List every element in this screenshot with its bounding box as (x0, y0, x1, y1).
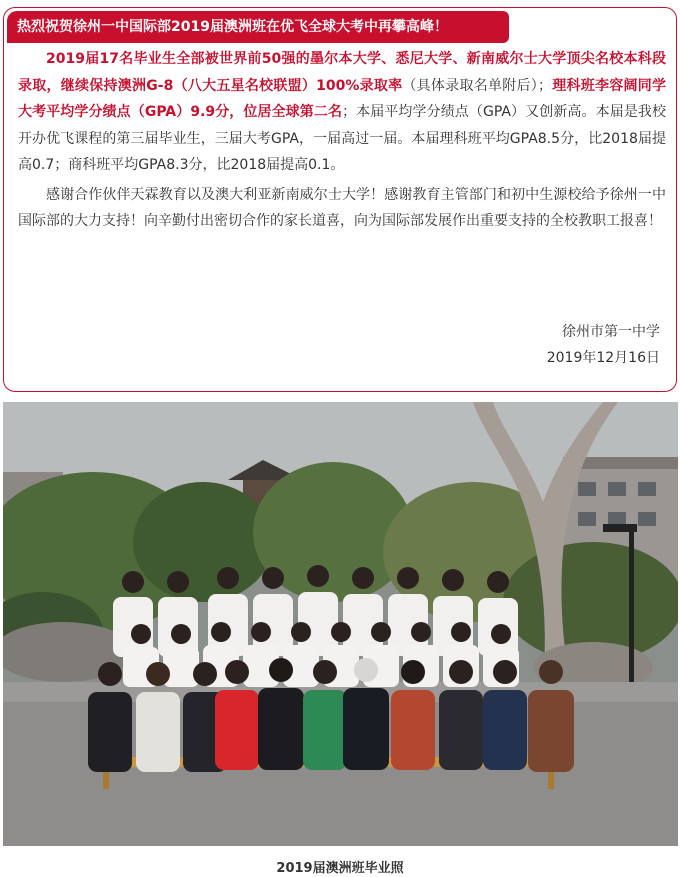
text-gpa-summary: ；本届平均学分绩点（GPA）又创新高。本届是我校开办优飞课程的第三届毕业生，三届大考GPA，一届高过一届。本届理科班平均GPA8.5分，比2018届提高0.7；商科班平均GPA8.3分，比2018届提高0.1。 (18, 104, 666, 173)
signature-block (547, 319, 660, 371)
students-back-row (113, 565, 518, 657)
highlight-top-student: 理科班李容阔同学大考平均学分绩点（GPA）9.9分，位居全球第二名 (18, 77, 667, 120)
notice-content (18, 46, 666, 238)
paragraph-thanks: 感谢合作伙伴天霖教育以及澳大利亚新南威尔士大学！感谢教育主管部门和初中生源校给予徐州一中国际部的大力支持！向辛勤付出密切合作的家长道喜，向为国际部发展作出重要支持的全校教职工报喜！ (18, 186, 666, 229)
graduation-photo-illustration (3, 402, 678, 846)
photo-caption: 2019届澳洲班毕业照 (276, 861, 404, 876)
signature-date: 2019年12月16日 (546, 350, 660, 366)
notice-card (3, 7, 677, 392)
paragraph-results (18, 46, 666, 179)
text-admission-list-note: （具体录取名单附后）； (402, 77, 552, 94)
teachers-front-row (88, 658, 574, 772)
notice-title: 热烈祝贺徐州一中国际部2019届澳洲班在优飞全球大考中再攀高峰！ (7, 11, 509, 43)
graduation-photo (3, 402, 678, 846)
highlight-admissions: 2019届17名毕业生全部被世界前50强的墨尔本大学、悉尼大学、新南威尔士大学顶尖名校本科段录取，继续保持澳洲G-8（八大五星名校联盟）100%录取率 (18, 51, 666, 94)
signature-org: 徐州市第一中学 (562, 324, 660, 340)
